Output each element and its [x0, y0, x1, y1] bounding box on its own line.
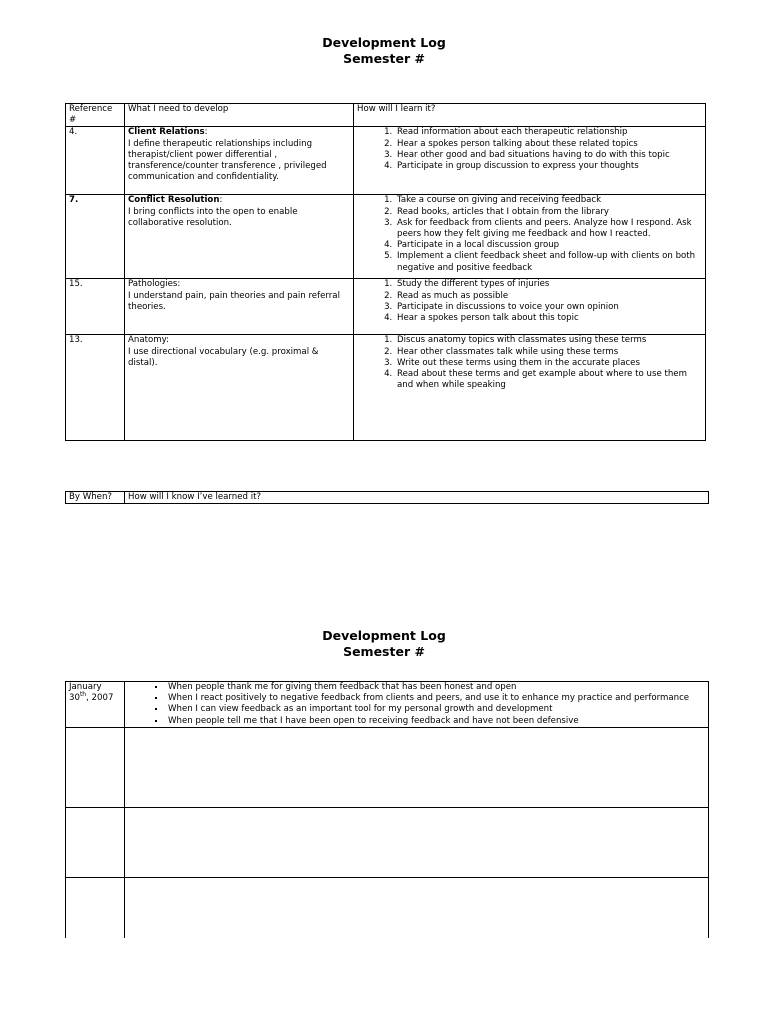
list-item: 2. Hear a spokes person talking about these related topics: [395, 139, 702, 150]
header-develop: What I need to develop: [125, 104, 354, 127]
list-item: 4. Participate in group discussion to express your thoughts: [395, 161, 702, 172]
row-topic: Anatomy:: [128, 335, 169, 346]
table-row: [66, 279, 706, 335]
row-reference: 13.: [66, 335, 125, 441]
empty-cell: [125, 728, 709, 808]
row-topic: Client Relations: [128, 127, 205, 138]
list-item: 2. Read books, articles that I obtain from the library: [395, 207, 702, 218]
table-row: [66, 728, 709, 808]
empty-cell: [66, 878, 125, 938]
list-item: 3. Participate in discussions to voice your own opinion: [395, 302, 702, 313]
empty-cell: [66, 808, 125, 878]
row-description: I define therapeutic relationships including therapist/client power differential , transference/counter transference , privileged communication and confidentiality.: [128, 138, 327, 183]
row-topic-suffix: :: [219, 195, 223, 206]
row-develop: [125, 127, 354, 195]
list-item: 2. Read as much as possible: [395, 291, 702, 302]
log-subtitle: Semester #: [343, 644, 425, 659]
row-reference: 15.: [66, 279, 125, 335]
table-header-row: [66, 492, 709, 504]
row-description: I use directional vocabulary (e.g. proximal & distal).: [128, 346, 319, 368]
log-title: Development Log: [322, 35, 446, 50]
list-item: ▪ When people thank me for giving them feedback that has been honest and open: [166, 682, 705, 693]
header-by-when: By When?: [66, 492, 125, 504]
row-develop: [125, 335, 354, 441]
development-log-table-2: [65, 681, 709, 938]
list-item: 5. Implement a client feedback sheet and follow-up with clients on both negative and positive feedback: [395, 251, 702, 273]
row-topic-suffix: :: [204, 127, 208, 138]
date-suffix: th: [79, 691, 87, 699]
table-header-row: [66, 104, 706, 127]
row-topic: Conflict Resolution: [128, 195, 220, 206]
row-develop: [125, 195, 354, 279]
log-subtitle: Semester #: [343, 51, 425, 66]
list-item: 4. Participate in a local discussion group: [395, 240, 702, 251]
header-how-know: How will I know I’ve learned it?: [125, 492, 709, 504]
date-day: 30: [69, 693, 80, 704]
list-item: 3. Hear other good and bad situations having to do with this topic: [395, 150, 702, 161]
table-row: [66, 335, 706, 441]
date-year: , 2007: [86, 693, 114, 704]
table-row: [66, 878, 709, 938]
table-row: [66, 808, 709, 878]
table-row: [66, 682, 709, 728]
list-item: ▪ When I react positively to negative feedback from clients and peers, and use it to enhance my practice and performance: [166, 693, 705, 704]
list-item: 3. Write out these terms using them in the accurate places: [395, 358, 702, 369]
by-when-table: [65, 491, 709, 504]
row-reference: 4.: [66, 127, 125, 195]
list-item: 4. Hear a spokes person talk about this topic: [395, 313, 702, 324]
empty-cell: [66, 728, 125, 808]
row-description: I bring conflicts into the open to enable collaborative resolution.: [128, 206, 298, 228]
date-month: January: [69, 682, 102, 692]
row-reference: 7.: [66, 195, 125, 279]
table-row: [66, 127, 706, 195]
list-item: ▪ When people tell me that I have been open to receiving feedback and have not been defensive: [166, 716, 705, 727]
list-item: 1. Study the different types of injuries: [395, 279, 702, 290]
header-learn: How will I learn it?: [354, 104, 706, 127]
row-develop: [125, 279, 354, 335]
table-row: [66, 195, 706, 279]
list-item: ▪ When I can view feedback as an important tool for my personal growth and development: [166, 704, 705, 715]
empty-cell: [125, 808, 709, 878]
empty-cell: [125, 878, 709, 938]
list-item: 2. Hear other classmates talk while using these terms: [395, 347, 702, 358]
date-cell: [66, 682, 125, 728]
log-title: Development Log: [322, 628, 446, 643]
row-learn: [354, 195, 706, 279]
row-learn: [354, 279, 706, 335]
row-learn: [354, 127, 706, 195]
list-item: 4. Read about these terms and get example about where to use them and when while speaking: [395, 369, 702, 391]
indicators-cell: [125, 682, 709, 728]
row-learn: [354, 335, 706, 441]
development-log-table: [65, 103, 706, 441]
list-item: 1. Discus anatomy topics with classmates using these terms: [395, 335, 702, 346]
list-item: 1. Take a course on giving and receiving feedback: [395, 195, 702, 206]
row-description: I understand pain, pain theories and pain referral theories.: [128, 290, 340, 312]
row-topic: Pathologies:: [128, 279, 181, 290]
list-item: 3. Ask for feedback from clients and peers. Analyze how I respond. Ask peers how they felt giving me feedback and how I reacted.: [395, 218, 702, 240]
list-item: 1. Read information about each therapeutic relationship: [395, 127, 702, 138]
header-reference: Reference #: [66, 104, 125, 127]
